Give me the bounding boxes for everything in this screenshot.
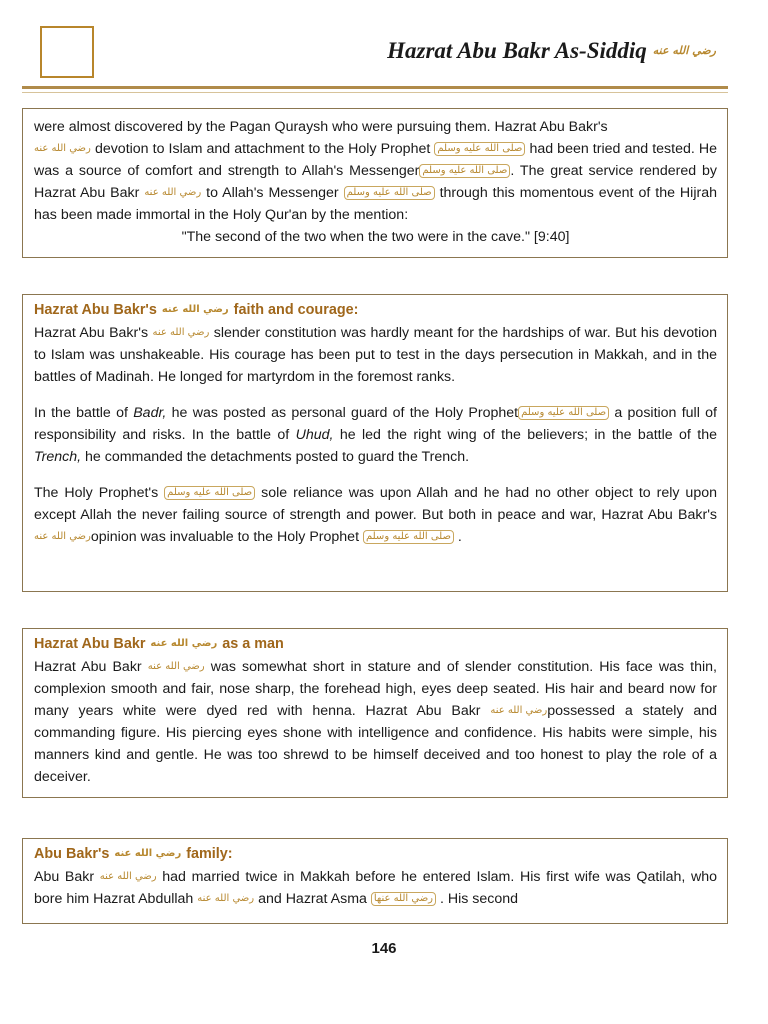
text-run: family: xyxy=(186,846,233,862)
text-run: Hazrat Abu Bakr xyxy=(34,659,142,675)
text-run: In the battle of xyxy=(34,405,128,421)
raha-honorific-icon: رضي الله عنها xyxy=(371,892,436,906)
ra-honorific-icon: رضي الله عنه xyxy=(34,143,91,155)
as-a-man-heading xyxy=(34,636,717,652)
text-run: possessed a stately and commanding figure. His piercing eyes shone with intelligence and confidence. His habits were simple, his manners kind and gentle. He was too shrewd to be himself deceived and too honest to play the role of a deceiver. xyxy=(34,703,717,785)
ra-honorific-icon: رضي الله عنه xyxy=(114,848,182,859)
text-run: . The great service rendered by Hazrat Abu Bakr xyxy=(34,163,717,201)
text-run: Hazrat Abu Bakr's xyxy=(34,325,149,341)
hijrah-section xyxy=(22,108,728,258)
text-run: Badr, xyxy=(133,405,167,421)
text-run: he commanded the detachments posted to guard the Trench. xyxy=(85,449,470,465)
page-title xyxy=(387,38,716,64)
faith-courage-heading xyxy=(34,302,717,318)
page-number: 146 xyxy=(371,940,397,957)
header-rule-thin xyxy=(22,92,728,93)
as-a-man-paragraph xyxy=(34,656,717,788)
text-run: faith and courage: xyxy=(233,302,359,318)
pbuh-honorific-icon: صلى الله عليه وسلم xyxy=(164,486,255,500)
page-title-text: Hazrat Abu Bakr As-Siddiq xyxy=(387,38,647,63)
ra-honorific-icon: رضي الله عنه xyxy=(34,531,91,543)
ra-honorific-icon: رضي الله عنه xyxy=(490,705,548,717)
family-heading xyxy=(34,846,717,862)
honorific-calligraphy-icon: رضي الله عنه xyxy=(652,44,716,57)
family-paragraph xyxy=(34,866,717,910)
faith-paragraph-1 xyxy=(34,322,717,388)
text-run: had married twice in Makkah before he entered Islam. His first wife was Qatilah, who bore him Hazrat Abdullah xyxy=(34,869,717,907)
ra-honorific-icon: رضي الله عنه xyxy=(197,893,255,905)
ra-honorific-icon: رضي الله عنه xyxy=(147,661,205,673)
text-run: . xyxy=(457,529,462,545)
text-run: had been tried and tested. He was a source of comfort and strength to Allah's Messenger xyxy=(34,141,717,179)
text-run: Hazrat Abu Bakr xyxy=(34,636,146,652)
text-run: and Hazrat Asma xyxy=(258,891,367,907)
pbuh-honorific-icon: صلى الله عليه وسلم xyxy=(363,530,454,544)
text-run: The Holy Prophet's xyxy=(34,485,159,501)
text-run: slender constitution was hardly meant for the hardships of war. But his devotion to Islam was unshakeable. His courage has been put to test in the days persecution in Makkah, and in the battles of Madinah. He longed for martyrdom in the foremost ranks. xyxy=(34,325,717,385)
text-run: a position full of responsibility and risks. In the battle of xyxy=(34,405,717,443)
faith-paragraph-3 xyxy=(34,482,717,548)
ra-honorific-icon: رضي الله عنه xyxy=(152,327,210,339)
ra-honorific-icon: رضي الله عنه xyxy=(150,638,218,649)
pbuh-honorific-icon: صلى الله عليه وسلم xyxy=(518,406,609,420)
pbuh-honorific-icon: صلى الله عليه وسلم xyxy=(434,142,525,156)
text-run: were almost discovered by the Pagan Quraysh who were pursuing them. Hazrat Abu Bakr's xyxy=(34,119,608,135)
text-run: Uhud, xyxy=(295,427,334,443)
corner-box xyxy=(40,26,94,78)
text-run: Trench, xyxy=(34,449,82,465)
ra-honorific-icon: رضي الله عنه xyxy=(99,871,157,883)
family-section xyxy=(22,838,728,924)
quran-quote: "The second of the two when the two were in the cave." [9:40] xyxy=(181,229,570,245)
text-run: sole reliance was upon Allah and he had no other object to rely upon except Allah the never failing source of strength and power. But both in peace and war, Hazrat Abu Bakr's xyxy=(34,485,717,523)
text-run: Abu Bakr xyxy=(34,869,95,885)
text-run: to Allah's Messenger xyxy=(206,185,339,201)
as-a-man-section xyxy=(22,628,728,798)
text-run: he was posted as personal guard of the Holy Prophet xyxy=(171,405,519,421)
header-rule xyxy=(22,86,728,89)
text-run: was somewhat short in stature and of slender constitution. His face was thin, complexion smooth and fair, nose sharp, the forehead high, eyes deep seated. His hair and beard now for many years white were dyed red with henna. Hazrat Abu Bakr xyxy=(34,659,717,719)
pbuh-honorific-icon: صلى الله عليه وسلم xyxy=(344,186,435,200)
text-run: Hazrat Abu Bakr's xyxy=(34,302,157,318)
text-run: . His second xyxy=(439,891,519,907)
text-run: he led the right wing of the believers; in the battle of the xyxy=(339,427,717,443)
hijrah-paragraph xyxy=(34,116,717,226)
faith-paragraph-2 xyxy=(34,402,717,468)
text-run: devotion to Islam and attachment to the Holy Prophet xyxy=(94,141,431,157)
text-run: Abu Bakr's xyxy=(34,846,110,862)
ra-honorific-icon: رضي الله عنه xyxy=(161,304,229,315)
ra-honorific-icon: رضي الله عنه xyxy=(144,187,202,199)
faith-courage-section xyxy=(22,294,728,592)
text-run: opinion was invaluable to the Holy Prophet xyxy=(90,529,360,545)
text-run: as a man xyxy=(222,636,284,652)
text-run: through this momentous event of the Hijrah has been made immortal in the Holy Qur'an by the mention: xyxy=(34,185,717,223)
pbuh-honorific-icon: صلى الله عليه وسلم xyxy=(419,164,510,178)
